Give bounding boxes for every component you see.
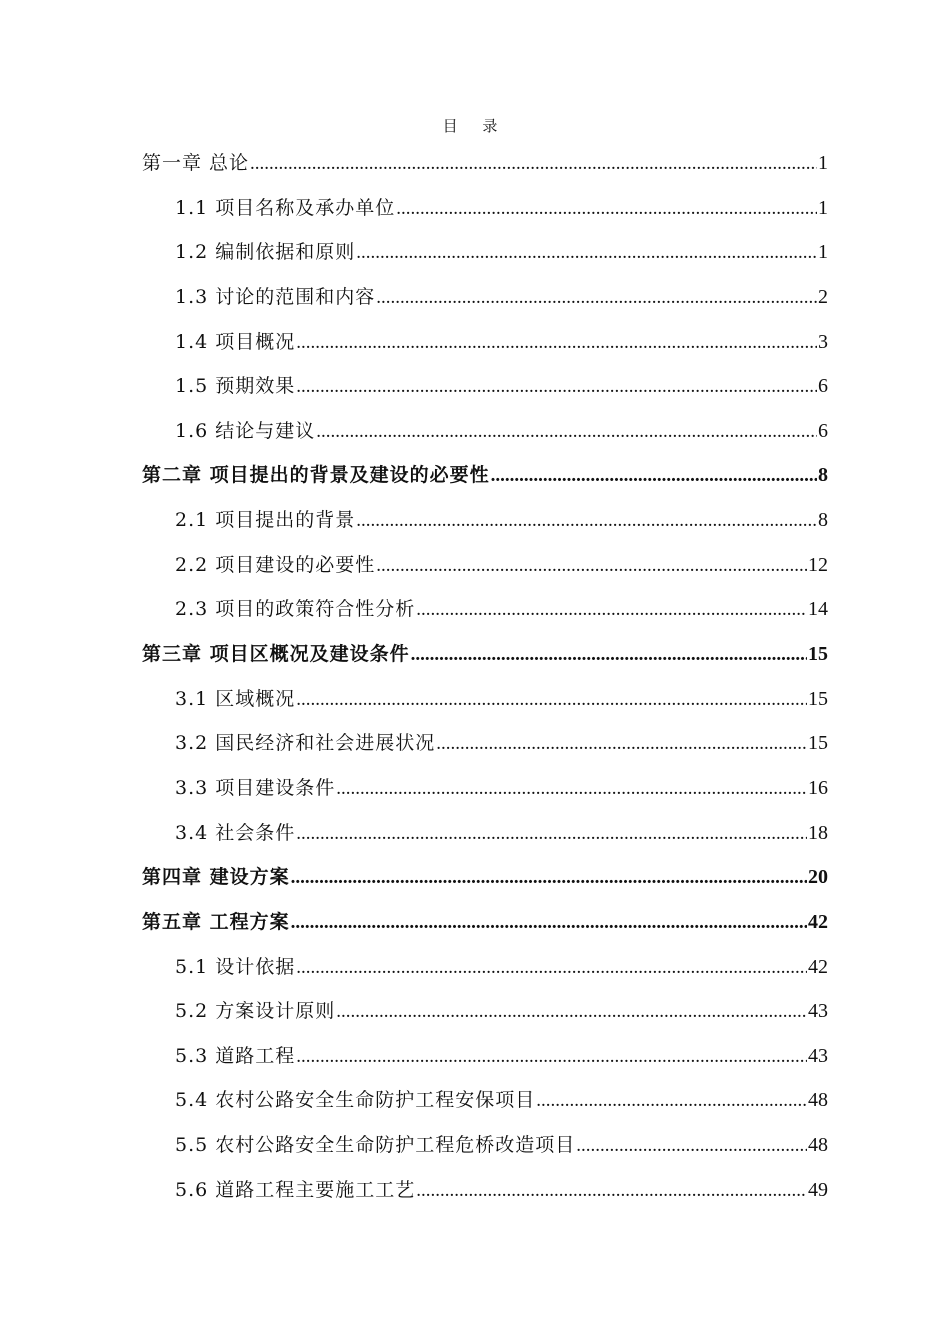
toc-section-entry[interactable] [142,1078,828,1123]
toc-entry-title: 第二章 项目提出的背景及建设的必要性 [142,464,490,487]
toc-section-entry[interactable] [142,1123,828,1168]
toc-entry-title: 3.1 区域概况 [175,687,296,710]
toc-dot-leader [436,722,807,767]
toc-dot-leader [296,321,817,366]
toc-entry-title: 3.3 项目建设条件 [175,776,336,799]
toc-chapter-entry[interactable] [142,453,828,498]
toc-dot-leader [576,1124,807,1169]
toc-chapter-entry[interactable] [142,141,828,186]
toc-dot-leader [296,946,807,991]
toc-section-entry[interactable] [142,721,828,766]
toc-dot-leader [416,588,807,633]
toc-dot-leader [291,901,807,946]
toc-entry-title: 第一章 总论 [142,152,250,174]
toc-section-entry[interactable] [142,543,828,588]
toc-section-entry[interactable] [142,409,828,454]
toc-entry-title: 1.5 预期效果 [175,375,296,398]
toc-page-number: 49 [808,1178,828,1201]
toc-chapter-entry[interactable] [142,900,828,945]
toc-dot-leader [296,1035,807,1080]
toc-entry-title: 3.2 国民经济和社会进展状况 [175,732,436,755]
toc-section-entry[interactable] [142,1034,828,1079]
toc-chapter-entry[interactable] [142,855,828,900]
toc-page-number: 18 [808,821,828,844]
toc-page-number: 1 [818,152,828,174]
toc-section-entry[interactable] [142,320,828,365]
toc-entry-title: 1.6 结论与建议 [175,419,316,442]
toc-page-number: 15 [808,643,828,666]
toc-dot-leader [296,365,817,410]
toc-dot-leader [491,454,817,499]
toc-entry-title: 5.5 农村公路安全生命防护工程危桥改造项目 [175,1134,576,1157]
toc-dot-leader [356,231,817,276]
toc-section-entry[interactable] [142,1168,828,1213]
toc-section-entry[interactable] [142,989,828,1034]
toc-dot-leader [416,1169,807,1214]
toc-title: 目 录 [442,117,508,135]
toc-entry-title: 5.1 设计依据 [175,955,296,978]
toc-entry-title: 1.4 项目概况 [175,330,296,353]
toc-page-number: 42 [808,910,828,933]
toc-page-number: 1 [818,196,828,219]
toc-dot-leader [376,544,807,589]
toc-entry-title: 1.2 编制依据和原则 [175,241,356,264]
toc-entry-title: 5.3 道路工程 [175,1044,296,1067]
toc-page-number: 48 [808,1134,828,1157]
toc-dot-leader [296,678,807,723]
toc-entry-title: 5.4 农村公路安全生命防护工程安保项目 [175,1089,536,1112]
table-of-contents [142,141,828,1212]
toc-entry-title: 3.4 社会条件 [175,821,296,844]
toc-dot-leader [336,767,807,812]
toc-section-entry[interactable] [142,186,828,231]
toc-dot-leader [396,187,817,232]
toc-page-number: 6 [818,375,828,398]
toc-page-number: 1 [818,241,828,264]
toc-section-entry[interactable] [142,498,828,543]
toc-entry-title: 1.3 讨论的范围和内容 [175,285,376,308]
toc-page-number: 2 [818,285,828,308]
toc-dot-leader [411,633,807,678]
toc-entry-title: 2.3 项目的政策符合性分析 [175,598,416,621]
toc-page-number: 42 [808,955,828,978]
toc-dot-leader [356,499,817,544]
toc-entry-title: 第三章 项目区概况及建设条件 [142,643,410,666]
toc-page-number: 48 [808,1089,828,1112]
toc-page-number: 43 [808,1000,828,1023]
toc-entry-title: 2.2 项目建设的必要性 [175,553,376,576]
toc-page-number: 12 [808,553,828,576]
toc-page-number: 8 [818,509,828,532]
toc-entry-title: 第四章 建设方案 [142,866,290,889]
toc-entry-title: 1.1 项目名称及承办单位 [175,196,396,219]
toc-section-entry[interactable] [142,677,828,722]
toc-dot-leader [250,142,817,187]
toc-dot-leader [316,410,817,455]
toc-dot-leader [376,276,817,321]
toc-page-number: 3 [818,330,828,353]
toc-section-entry[interactable] [142,587,828,632]
toc-section-entry[interactable] [142,811,828,856]
toc-entry-title: 5.6 道路工程主要施工工艺 [175,1178,416,1201]
toc-page-number: 8 [818,464,828,487]
toc-dot-leader [296,812,807,857]
toc-page-number: 6 [818,419,828,442]
toc-page-number: 15 [808,732,828,755]
toc-entry-title: 5.2 方案设计原则 [175,1000,336,1023]
toc-section-entry[interactable] [142,230,828,275]
toc-page-number: 16 [808,776,828,799]
toc-chapter-entry[interactable] [142,632,828,677]
toc-section-entry[interactable] [142,766,828,811]
toc-section-entry[interactable] [142,275,828,320]
toc-dot-leader [291,856,807,901]
toc-entry-title: 2.1 项目提出的背景 [175,509,356,532]
toc-page-number: 14 [808,598,828,621]
toc-page-number: 43 [808,1044,828,1067]
toc-dot-leader [536,1079,807,1124]
toc-page-number: 15 [808,687,828,710]
toc-section-entry[interactable] [142,364,828,409]
toc-page-number: 20 [808,866,828,889]
toc-entry-title: 第五章 工程方案 [142,910,290,933]
toc-section-entry[interactable] [142,945,828,990]
toc-dot-leader [336,990,807,1035]
